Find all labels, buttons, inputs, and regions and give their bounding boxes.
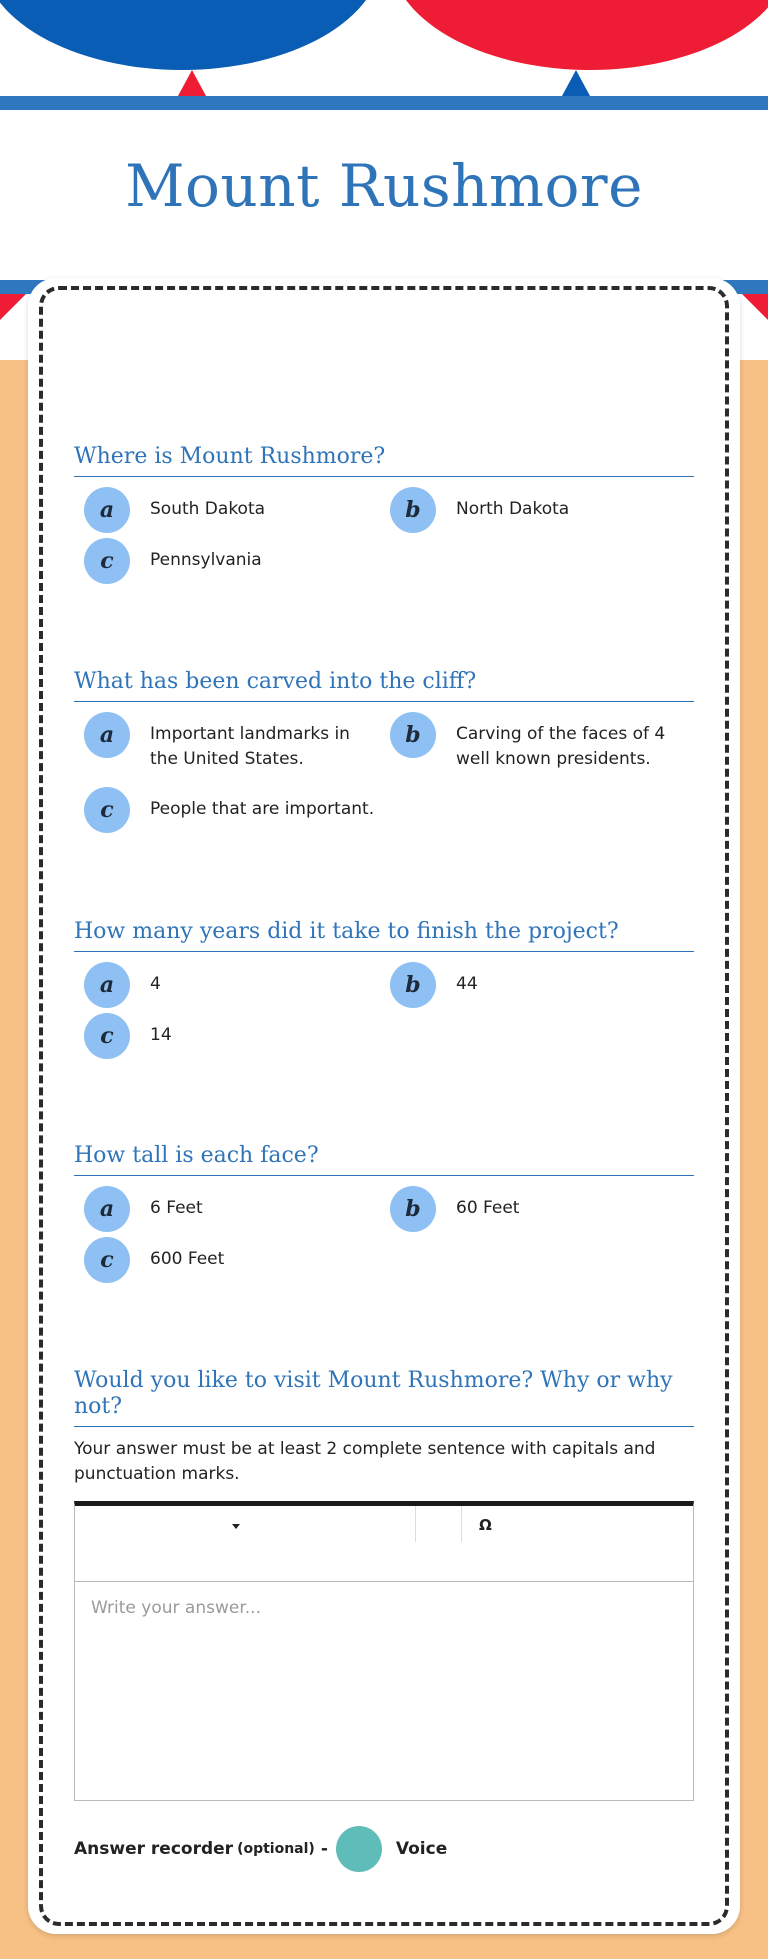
open-question	[74, 1368, 694, 1801]
option-text: 60 Feet	[456, 1198, 520, 1218]
option-a[interactable]	[84, 712, 384, 772]
special-character-icon[interactable]: Ω	[479, 1516, 492, 1534]
option-letter-c[interactable]: c	[84, 538, 130, 584]
option-text: 6 Feet	[150, 1198, 203, 1218]
option-letter-b[interactable]: b	[390, 962, 436, 1008]
option-text: North Dakota	[456, 499, 570, 519]
option-text: 44	[456, 974, 478, 994]
option-a[interactable]	[84, 1186, 384, 1232]
option-b[interactable]	[390, 712, 690, 772]
option-letter-a[interactable]: a	[84, 962, 130, 1008]
question-prompt: Would you like to visit Mount Rushmore? Why or why not?	[74, 1368, 694, 1427]
option-letter-b[interactable]: b	[390, 487, 436, 533]
option-letter-a[interactable]: a	[84, 1186, 130, 1232]
rich-text-editor	[74, 1501, 694, 1801]
option-c[interactable]	[84, 1237, 384, 1283]
question-2	[74, 669, 694, 836]
option-c[interactable]	[84, 538, 384, 584]
toolbar-divider	[461, 1506, 462, 1542]
editor-toolbar	[75, 1506, 693, 1582]
option-text: Important landmarks in the United States.	[150, 724, 350, 769]
flag-corner-right	[742, 294, 768, 320]
option-text: South Dakota	[150, 499, 266, 519]
option-c[interactable]	[84, 787, 384, 833]
option-text: Pennsylvania	[150, 550, 262, 570]
balloon-knot-red	[178, 70, 206, 96]
question-prompt: How tall is each face?	[74, 1143, 694, 1176]
option-letter-b[interactable]: b	[390, 1186, 436, 1232]
option-text: People that are important.	[150, 799, 375, 819]
page-title: Mount Rushmore	[125, 152, 643, 220]
record-voice-button[interactable]	[336, 1826, 382, 1872]
question-prompt: What has been carved into the cliff?	[74, 669, 694, 702]
flag-corner-left	[0, 294, 26, 320]
balloon-knot-blue	[562, 70, 590, 96]
header-stripe-top	[0, 96, 768, 110]
option-text: 4	[150, 974, 161, 994]
question-prompt: Where is Mount Rushmore?	[74, 444, 694, 477]
answer-instructions: Your answer must be at least 2 complete sentence with capitals and punctuation marks.	[74, 1439, 656, 1484]
option-b[interactable]	[390, 1186, 690, 1232]
option-letter-c[interactable]: c	[84, 1237, 130, 1283]
question-3	[74, 919, 694, 1060]
option-text: 14	[150, 1025, 172, 1045]
option-b[interactable]	[390, 962, 690, 1008]
option-letter-c[interactable]: c	[84, 1013, 130, 1059]
question-1	[74, 444, 694, 585]
option-letter-b[interactable]: b	[390, 712, 436, 758]
question-prompt: How many years did it take to finish the project?	[74, 919, 694, 952]
recorder-label: Answer recorder	[74, 1839, 234, 1859]
option-b[interactable]	[390, 487, 690, 533]
format-dropdown-caret-icon[interactable]	[232, 1524, 240, 1529]
option-c[interactable]	[84, 1013, 384, 1059]
blue-balloon-graphic	[0, 0, 382, 70]
recorder-dash: -	[320, 1839, 328, 1859]
toolbar-divider	[415, 1506, 416, 1542]
option-text: 600 Feet	[150, 1249, 225, 1269]
answer-recorder	[74, 1826, 447, 1872]
option-letter-a[interactable]: a	[84, 712, 130, 758]
option-text: Carving of the faces of 4 well known presidents.	[456, 724, 666, 769]
option-a[interactable]	[84, 962, 384, 1008]
red-balloon-graphic	[390, 0, 768, 70]
answer-textarea[interactable]	[75, 1582, 693, 1800]
option-letter-c[interactable]: c	[84, 787, 130, 833]
option-letter-a[interactable]: a	[84, 487, 130, 533]
option-a[interactable]	[84, 487, 384, 533]
recorder-optional-label: (optional)	[237, 1841, 315, 1857]
question-4	[74, 1143, 694, 1284]
voice-label: Voice	[395, 1839, 448, 1859]
